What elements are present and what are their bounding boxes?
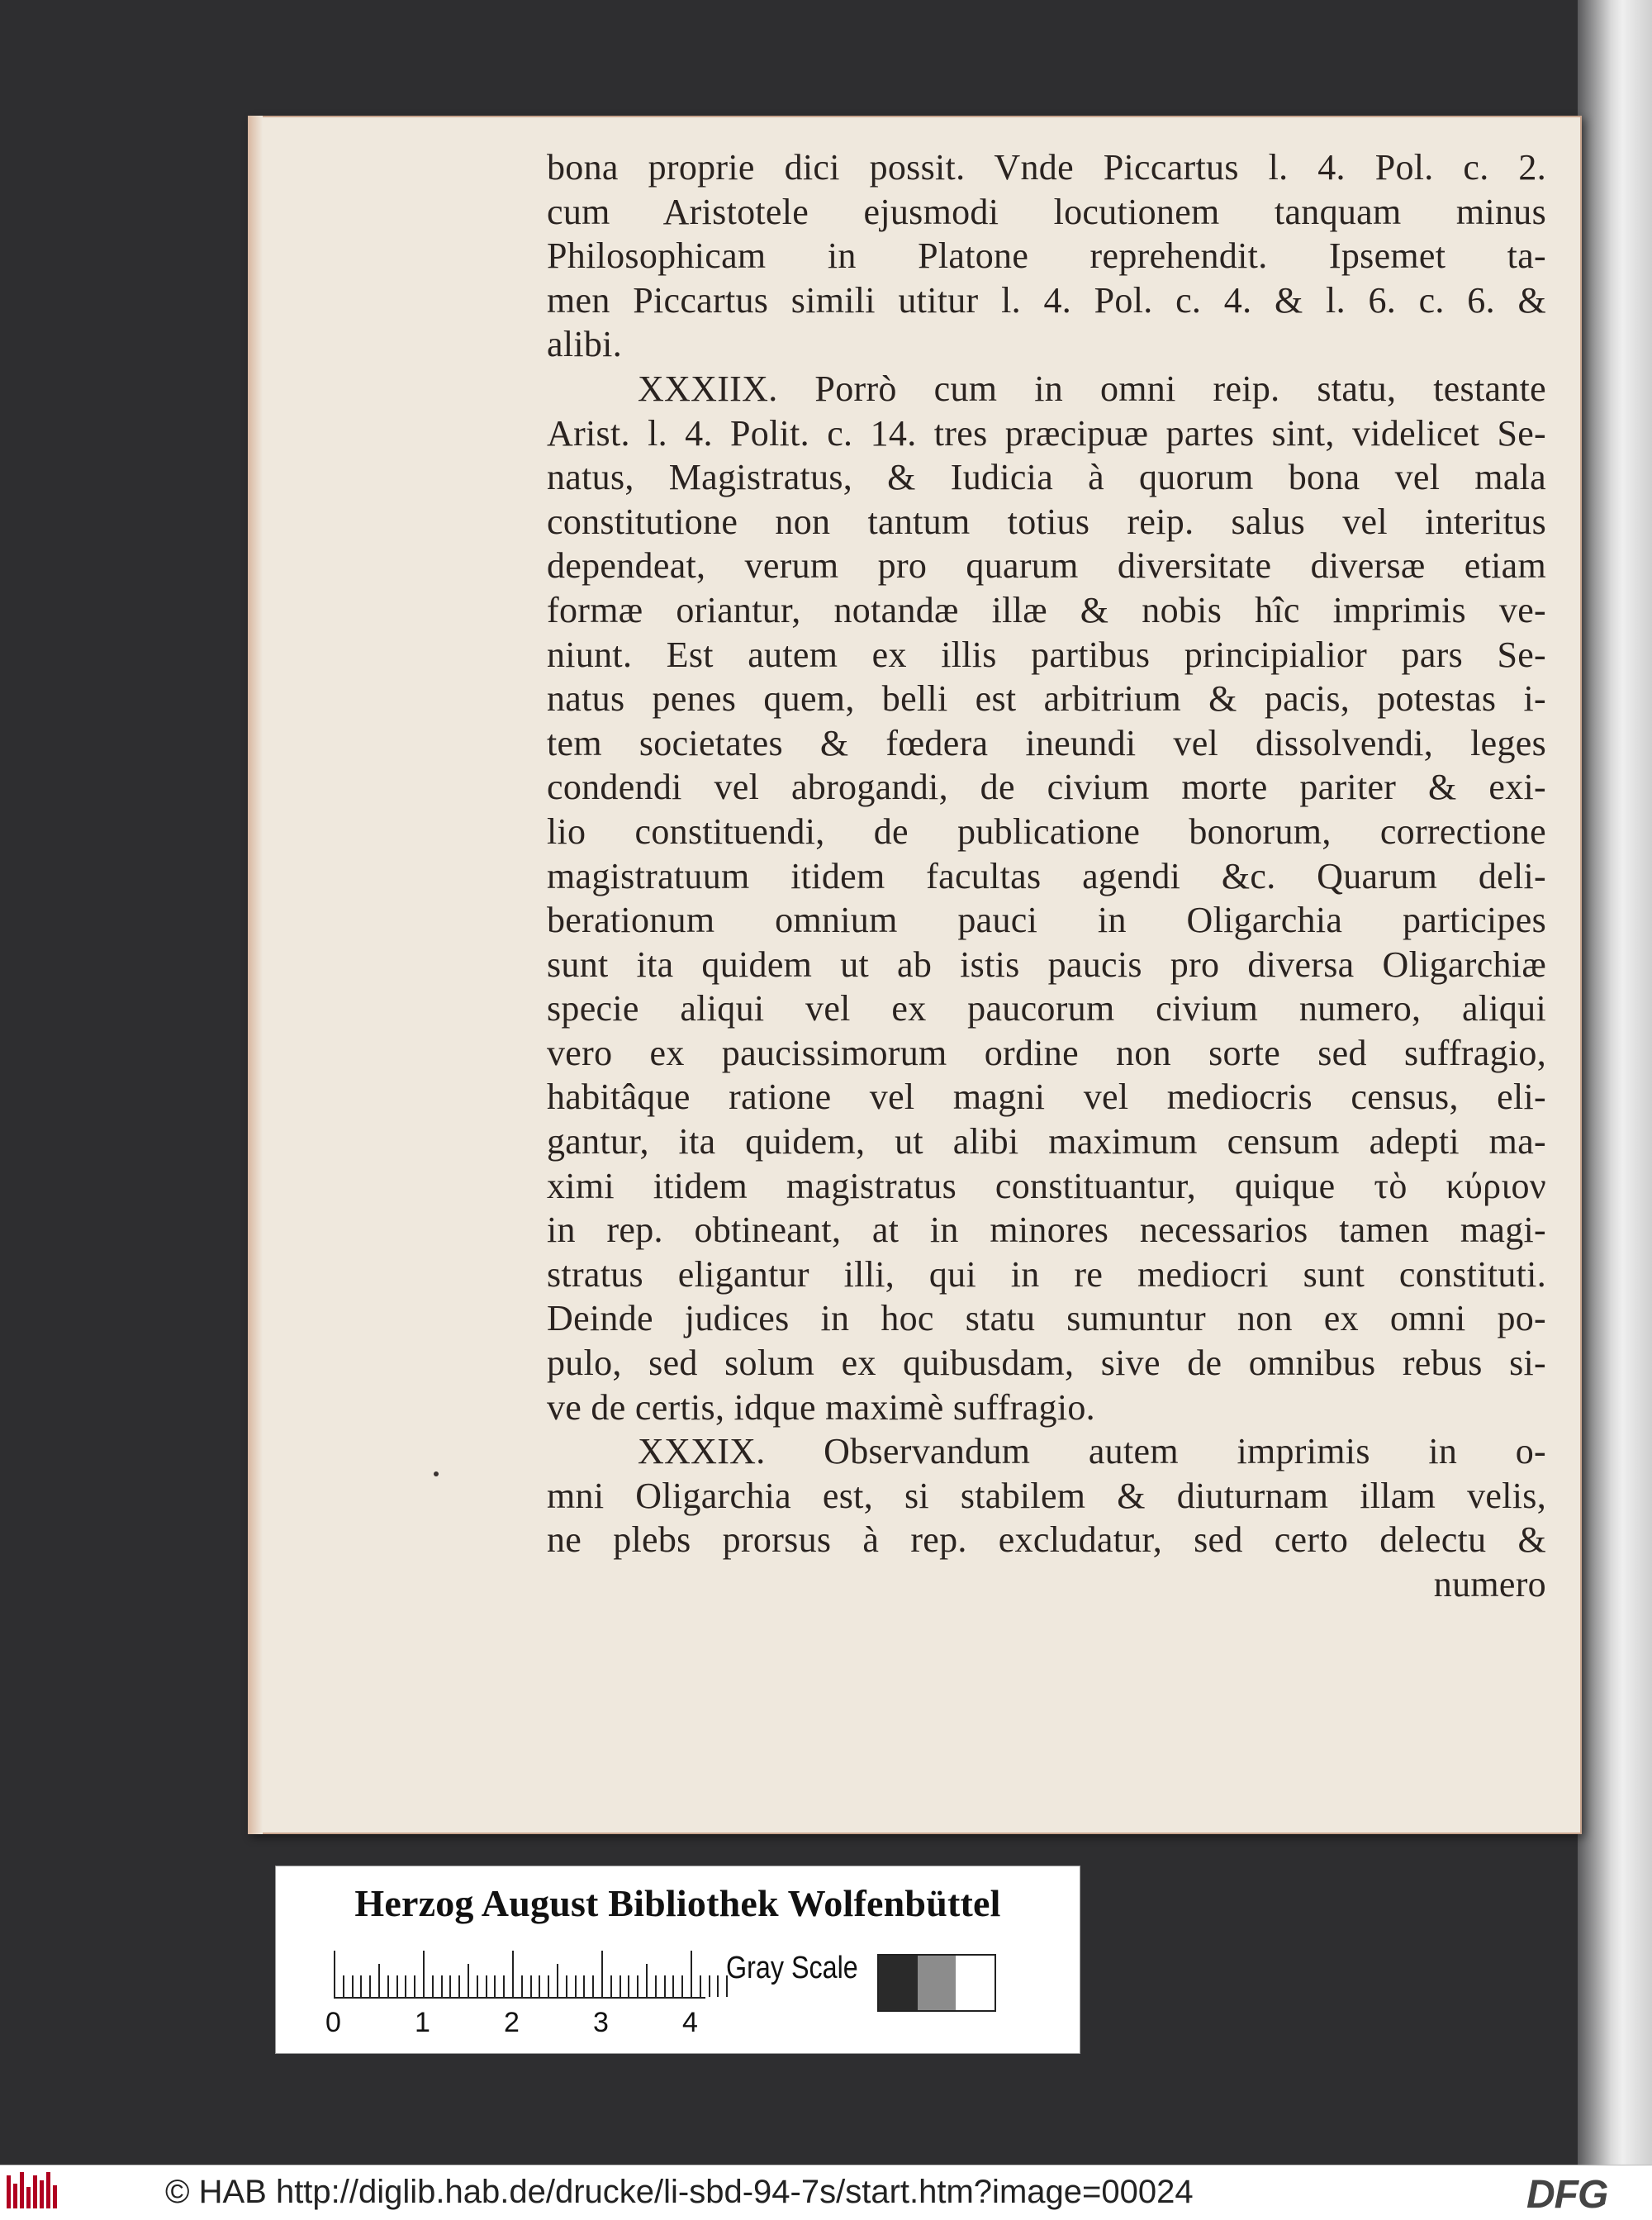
text-line: stratus eligantur illi, qui in re mediocri sunt constituti.	[547, 1253, 1546, 1295]
ruler-tick	[637, 1975, 638, 1997]
barcode-icon	[7, 2172, 66, 2213]
ruler-tick	[566, 1975, 567, 1997]
ruler-tick	[646, 1964, 648, 1997]
section-heading-line: XXXIX. Observandum autem imprimis in o-	[638, 1431, 1546, 1472]
library-name: Herzog August Bibliothek Wolfenbüttel	[354, 1882, 1001, 1924]
text-line: cum Aristotele ejusmodi locutionem tanquam minus	[547, 191, 1546, 232]
text-line: Arist. l. 4. Polit. c. 14. tres præcipuæ partes sint, videlicet Se-	[547, 412, 1546, 454]
ruler-tick	[583, 1975, 585, 1997]
ruler-tick	[620, 1975, 621, 1997]
ruler-tick	[709, 1975, 710, 1997]
ruler-tick	[539, 1975, 540, 1997]
ruler-tick	[557, 1964, 558, 1997]
ruler-tick	[575, 1975, 577, 1997]
text-line: Philosophicam in Platone reprehendit. Ipsemet ta-	[547, 235, 1546, 277]
ruler-tick	[503, 1975, 505, 1997]
text-line: alibi.	[547, 324, 623, 365]
ruler-tick	[691, 1951, 692, 1997]
lightbox-strip	[1578, 0, 1652, 2165]
ruler-tick	[601, 1951, 603, 1997]
ruler-tick	[449, 1975, 451, 1997]
text-line: in rep. obtineant, at in minores necessarios tamen magi-	[547, 1210, 1546, 1251]
text-line: gantur, ita quidem, ut alibi maximum censum adepti ma-	[547, 1121, 1546, 1162]
text-line: tem societates & fœdera ineundi vel dissolvendi, leges	[547, 722, 1546, 763]
ruler-baseline	[334, 1997, 705, 1999]
text-line: vero ex paucissimorum ordine non sorte sed suffragio,	[547, 1032, 1546, 1073]
page-edge	[248, 116, 263, 1834]
book-page	[248, 116, 1582, 1834]
citation-link[interactable]: © HAB http://diglib.hab.de/drucke/li-sbd-94-7s/start.htm?image=00024	[165, 2174, 1194, 2210]
text-line: natus, Magistratus, & Iudicia à quorum bona vel mala	[547, 457, 1546, 498]
ruler-number: 2	[504, 2007, 520, 2038]
catchword: numero	[1433, 1564, 1546, 1604]
gray-swatch	[918, 1956, 957, 2010]
text-line: lio constituendi, de publicatione bonorum, correctione	[547, 811, 1546, 852]
ruler-tick	[343, 1975, 344, 1997]
grayscale-swatches	[877, 1954, 996, 2012]
text-line: magistratuum itidem facultas agendi &c. Quarum deli-	[547, 855, 1546, 896]
ruler-tick	[494, 1975, 496, 1997]
ruler-number: 3	[593, 2007, 609, 2038]
ruler-tick	[700, 1975, 701, 1997]
text-line: bona proprie dici possit. Vnde Piccartus l. 4. Pol. c. 2.	[547, 147, 1546, 188]
text-line: specie aliqui vel ex paucorum civium numero, aliqui	[547, 988, 1546, 1029]
section-heading-line: XXXIIX. Porrò cum in omni reip. statu, testante	[638, 368, 1546, 409]
text-line: mni Oligarchia est, si stabilem & diuturnam illam velis,	[547, 1475, 1546, 1516]
ruler-tick	[664, 1975, 666, 1997]
text-line: natus penes quem, belli est arbitrium & pacis, potestas i-	[547, 678, 1546, 720]
text-line: constitutione non tantum totius reip. salus vel interitus	[547, 501, 1546, 542]
ruler-tick	[441, 1975, 443, 1997]
ruler-tick	[352, 1975, 354, 1997]
ruler-tick	[387, 1975, 389, 1997]
grayscale-label: Gray Scale	[726, 1951, 858, 1985]
gray-swatch	[879, 1956, 918, 2010]
ruler-tick	[521, 1975, 523, 1997]
footer-bar	[0, 2165, 1652, 2220]
ruler-tick	[486, 1975, 487, 1997]
ruler-number: 0	[325, 2007, 341, 2038]
text-line: men Piccartus simili utitur l. 4. Pol. c. 4. & l. 6. c. 6. &	[547, 279, 1546, 321]
ruler-tick	[628, 1975, 629, 1997]
page-text	[547, 145, 1546, 1607]
ruler-tick	[655, 1975, 657, 1997]
ruler-tick	[360, 1975, 362, 1997]
text-line: condendi vel abrogandi, de civium morte pariter & exi-	[547, 767, 1546, 808]
dfg-logo: DFG	[1526, 2173, 1608, 2217]
ruler-tick	[530, 1975, 532, 1997]
text-line: formæ oriantur, notandæ illæ & nobis hîc imprimis ve-	[547, 589, 1546, 630]
ruler-tick	[423, 1951, 425, 1997]
text-line: dependeat, verum pro quarum diversitate diversæ etiam	[547, 545, 1546, 587]
ruler-tick	[610, 1975, 612, 1997]
ruler-tick	[592, 1975, 594, 1997]
ruler-tick	[432, 1975, 434, 1997]
ruler-tick	[477, 1975, 478, 1997]
ruler-tick	[672, 1975, 674, 1997]
text-line: pulo, sed solum ex quibusdam, sive de omnibus rebus si-	[547, 1343, 1546, 1384]
ruler-tick	[396, 1975, 398, 1997]
library-label-card	[275, 1866, 1080, 2054]
text-line: Deinde judices in hoc statu sumuntur non ex omni po-	[547, 1298, 1546, 1339]
ruler-tick	[458, 1975, 460, 1997]
ruler-tick	[369, 1975, 371, 1997]
text-line: sunt ita quidem ut ab istis paucis pro diversa Oligarchiæ	[547, 944, 1546, 985]
text-line: niunt. Est autem ex illis partibus principialior pars Se-	[547, 634, 1546, 675]
ruler-tick	[468, 1964, 469, 1997]
ruler-tick	[717, 1975, 719, 1997]
ruler-tick	[405, 1975, 406, 1997]
text-line: ne plebs prorsus à rep. excludatur, sed certo delectu &	[547, 1519, 1546, 1561]
margin-mark	[434, 1471, 439, 1476]
ruler-tick	[414, 1975, 415, 1997]
ruler-number: 1	[415, 2007, 430, 2038]
text-line: ve de certis, idque maximè suffragio.	[547, 1386, 1095, 1428]
text-line: habitâque ratione vel magni vel mediocris census, eli-	[547, 1077, 1546, 1118]
gray-swatch	[956, 1956, 995, 2010]
ruler-tick	[378, 1964, 380, 1997]
text-line: ximi itidem magistratus constituantur, quique τὸ κύριον	[547, 1165, 1546, 1206]
ruler-tick	[512, 1951, 514, 1997]
text-line: berationum omnium pauci in Oligarchia participes	[547, 900, 1546, 941]
ruler-tick	[334, 1951, 335, 1997]
ruler-tick	[548, 1975, 549, 1997]
ruler-tick	[681, 1975, 683, 1997]
ruler-number: 4	[682, 2007, 698, 2038]
